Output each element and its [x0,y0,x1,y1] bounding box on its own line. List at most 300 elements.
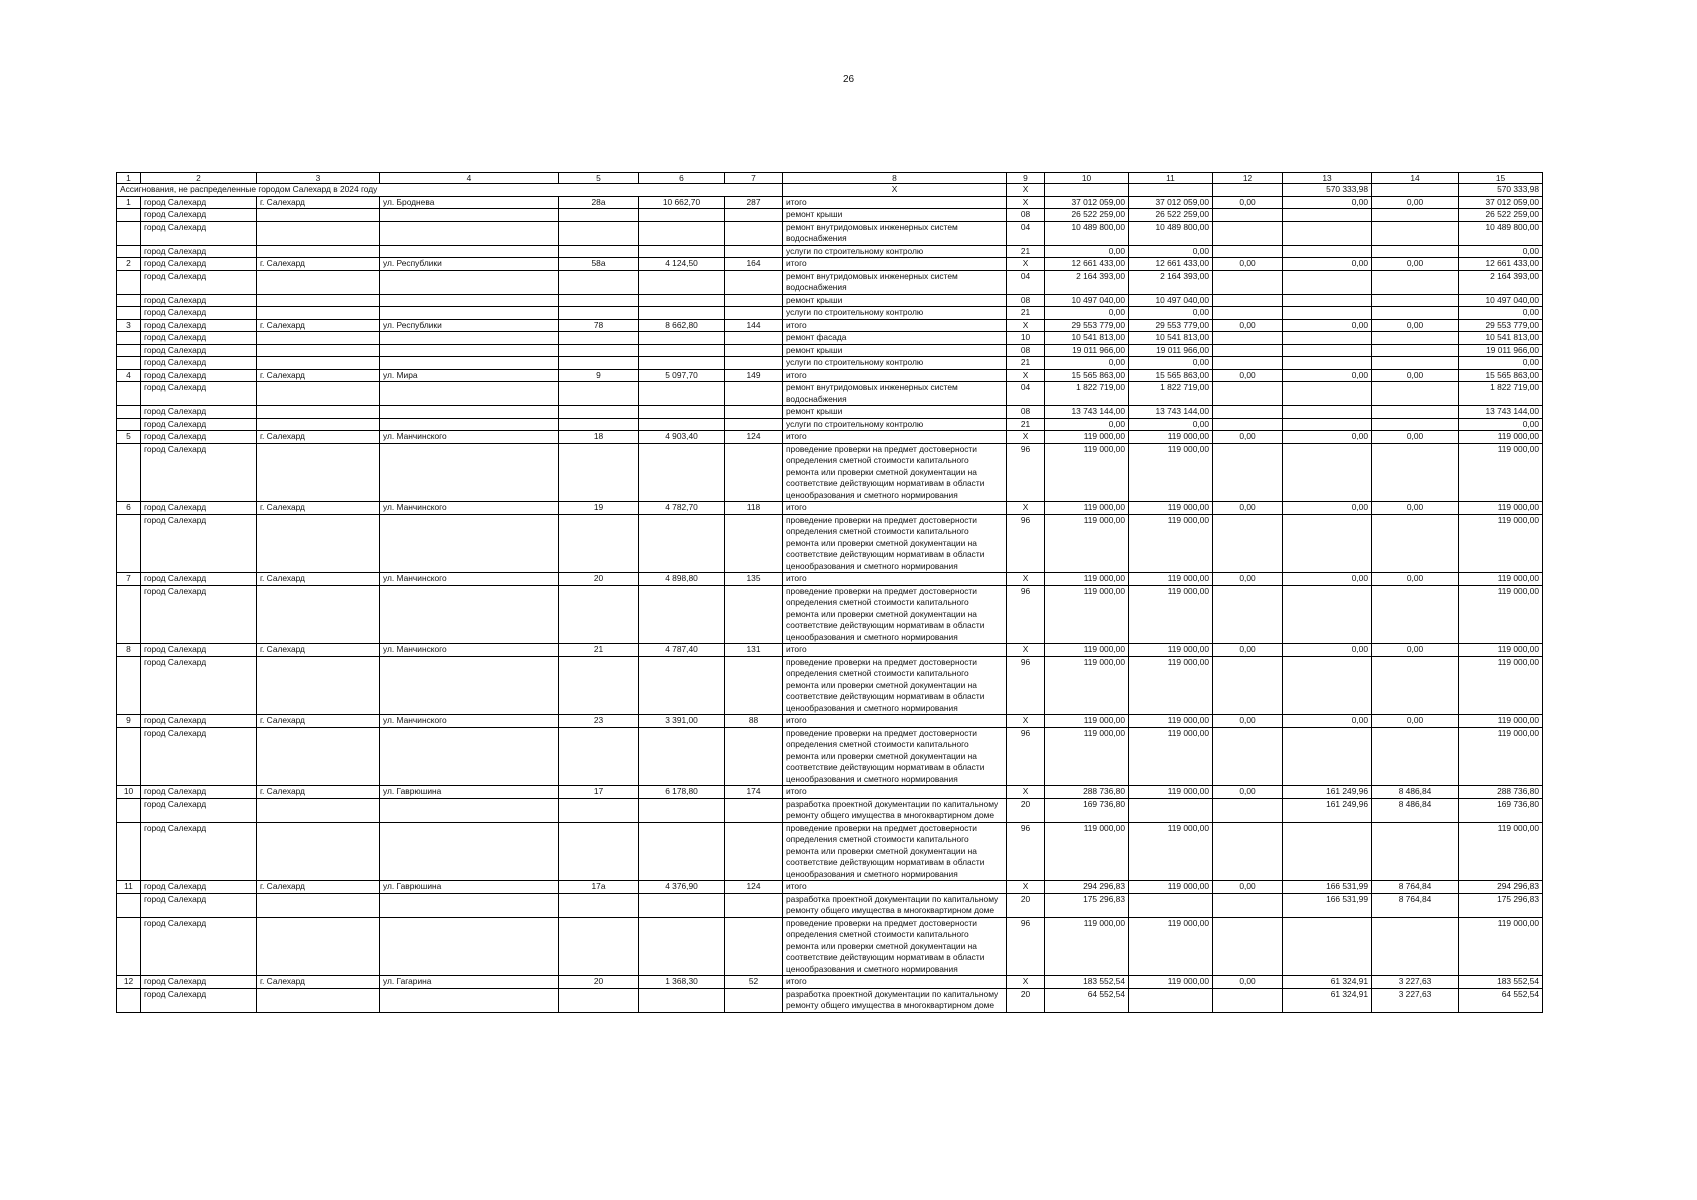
other-funds-cell [1372,406,1459,419]
street-cell: ул. Броднева [380,196,559,209]
grand-total-cell: 119 000,00 [1459,514,1543,573]
table-row [117,976,1543,989]
table-row [117,786,1543,799]
work-type-cell: итого [783,786,1007,799]
area-cell [639,270,725,294]
row-index-cell [117,514,141,573]
work-code-cell: 96 [1007,514,1045,573]
work-type-cell: проведение проверки на предмет достоверности определения сметной стоимости капитального ремонта или проверки сметной документации на соответствие действующим нормативам в области ценообразования и сметного нормирования [783,822,1007,881]
other-funds-cell: 0,00 [1372,369,1459,382]
table-row [117,431,1543,444]
area-cell: 10 662,70 [639,196,725,209]
column-number: 5 [559,173,639,184]
residents-cell [725,443,783,502]
area-cell [639,917,725,976]
owner-funds-cell [1283,585,1372,644]
work-type-cell: услуги по строительному контролю [783,418,1007,431]
owner-funds-cell: 0,00 [1283,573,1372,586]
owner-funds-cell [1283,357,1372,370]
row-index-cell [117,294,141,307]
owner-funds-cell [1283,382,1372,406]
column-number: 6 [639,173,725,184]
other-funds-cell: 0,00 [1372,196,1459,209]
house-number-cell: 21 [559,644,639,657]
grand-total-cell: 64 552,54 [1459,988,1543,1012]
column-number: 4 [380,173,559,184]
municipality-cell: город Салехард [141,917,257,976]
table-row [117,221,1543,245]
residents-cell [725,585,783,644]
grand-total-cell: 10 541 813,00 [1459,332,1543,345]
total-cost-cell: 169 736,80 [1045,798,1129,822]
fund-cost-cell: 0,00 [1129,357,1213,370]
area-cell [639,344,725,357]
work-code-cell: Х [1007,369,1045,382]
row-index-cell [117,988,141,1012]
owner-funds-cell: 0,00 [1283,644,1372,657]
work-type-cell: проведение проверки на предмет достоверности определения сметной стоимости капитального ремонта или проверки сметной документации на соответствие действующим нормативам в области ценообразования и сметного нормирования [783,917,1007,976]
work-code-cell: 08 [1007,209,1045,222]
municipality-cell: город Салехард [141,893,257,917]
residents-cell: 135 [725,573,783,586]
total-cost-cell: 0,00 [1045,245,1129,258]
municipality-cell: город Салехард [141,976,257,989]
area-cell: 6 178,80 [639,786,725,799]
section-col15: 570 333,98 [1459,184,1543,197]
municipality-cell: город Салехард [141,443,257,502]
table-row [117,307,1543,320]
house-number-cell [559,443,639,502]
fund-cost-cell [1129,988,1213,1012]
owner-funds-cell: 0,00 [1283,431,1372,444]
area-cell [639,245,725,258]
area-cell: 8 662,80 [639,319,725,332]
street-cell [380,822,559,881]
work-type-cell: ремонт внутридомовых инженерных систем водоснабжения [783,221,1007,245]
owner-funds-cell: 0,00 [1283,319,1372,332]
page-number: 26 [842,74,855,85]
total-cost-cell: 294 296,83 [1045,881,1129,894]
street-cell: ул. Мира [380,369,559,382]
settlement-cell [257,822,380,881]
column-number: 11 [1129,173,1213,184]
fund-cost-cell: 1 822 719,00 [1129,382,1213,406]
fund-cost-cell: 119 000,00 [1129,715,1213,728]
fund-cost-cell: 119 000,00 [1129,727,1213,786]
area-cell: 4 787,40 [639,644,725,657]
other-funds-cell: 0,00 [1372,502,1459,515]
table-row [117,196,1543,209]
budget-cost-cell: 0,00 [1213,431,1283,444]
column-number: 14 [1372,173,1459,184]
house-number-cell: 20 [559,976,639,989]
residents-cell [725,221,783,245]
work-type-cell: проведение проверки на предмет достоверности определения сметной стоимости капитального ремонта или проверки сметной документации на соответствие действующим нормативам в области ценообразования и сметного нормирования [783,443,1007,502]
fund-cost-cell: 119 000,00 [1129,514,1213,573]
fund-cost-cell: 119 000,00 [1129,976,1213,989]
fund-cost-cell: 119 000,00 [1129,443,1213,502]
other-funds-cell [1372,822,1459,881]
table-row [117,822,1543,881]
street-cell: ул. Манчинского [380,573,559,586]
budget-cost-cell [1213,893,1283,917]
residents-cell [725,514,783,573]
house-number-cell: 9 [559,369,639,382]
street-cell [380,418,559,431]
fund-cost-cell: 119 000,00 [1129,656,1213,715]
other-funds-cell: 0,00 [1372,715,1459,728]
street-cell [380,443,559,502]
total-cost-cell: 119 000,00 [1045,727,1129,786]
area-cell [639,418,725,431]
work-type-cell: разработка проектной документации по капитальному ремонту общего имущества в многоквартирном доме [783,798,1007,822]
municipality-cell: город Салехард [141,644,257,657]
table-row [117,988,1543,1012]
table-row [117,715,1543,728]
area-cell: 1 368,30 [639,976,725,989]
area-cell [639,357,725,370]
owner-funds-cell: 61 324,91 [1283,976,1372,989]
other-funds-cell: 0,00 [1372,258,1459,271]
budget-cost-cell [1213,307,1283,320]
work-code-cell: Х [1007,573,1045,586]
work-code-cell: Х [1007,715,1045,728]
settlement-cell: г. Салехард [257,502,380,515]
residents-cell [725,270,783,294]
table-row [117,357,1543,370]
other-funds-cell: 8 764,84 [1372,893,1459,917]
budget-cost-cell [1213,917,1283,976]
table-row [117,258,1543,271]
street-cell [380,245,559,258]
column-number: 1 [117,173,141,184]
work-type-cell: итого [783,976,1007,989]
municipality-cell: город Салехард [141,715,257,728]
grand-total-cell: 119 000,00 [1459,431,1543,444]
settlement-cell: г. Салехард [257,644,380,657]
budget-cost-cell: 0,00 [1213,369,1283,382]
area-cell: 4 782,70 [639,502,725,515]
row-index-cell [117,332,141,345]
municipality-cell: город Салехард [141,656,257,715]
other-funds-cell [1372,307,1459,320]
row-index-cell: 5 [117,431,141,444]
fund-cost-cell: 119 000,00 [1129,502,1213,515]
other-funds-cell: 3 227,63 [1372,976,1459,989]
row-index-cell: 6 [117,502,141,515]
total-cost-cell: 13 743 144,00 [1045,406,1129,419]
work-type-cell: разработка проектной документации по капитальному ремонту общего имущества в многоквартирном доме [783,988,1007,1012]
owner-funds-cell: 161 249,96 [1283,798,1372,822]
budget-cost-cell [1213,357,1283,370]
fund-cost-cell: 0,00 [1129,307,1213,320]
settlement-cell [257,307,380,320]
owner-funds-cell [1283,344,1372,357]
work-type-cell: итого [783,881,1007,894]
total-cost-cell: 19 011 966,00 [1045,344,1129,357]
row-index-cell: 12 [117,976,141,989]
street-cell: ул. Гаврюшина [380,881,559,894]
other-funds-cell [1372,209,1459,222]
work-type-cell: ремонт фасада [783,332,1007,345]
total-cost-cell: 0,00 [1045,357,1129,370]
fund-cost-cell: 119 000,00 [1129,431,1213,444]
grand-total-cell: 183 552,54 [1459,976,1543,989]
fund-cost-cell: 0,00 [1129,418,1213,431]
column-number: 13 [1283,173,1372,184]
budget-cost-cell [1213,514,1283,573]
total-cost-cell: 10 541 813,00 [1045,332,1129,345]
total-cost-cell: 183 552,54 [1045,976,1129,989]
area-cell [639,443,725,502]
settlement-cell: г. Салехард [257,258,380,271]
total-cost-cell: 64 552,54 [1045,988,1129,1012]
residents-cell [725,917,783,976]
work-code-cell: 96 [1007,822,1045,881]
fund-cost-cell [1129,798,1213,822]
fund-cost-cell: 119 000,00 [1129,644,1213,657]
table-row [117,514,1543,573]
row-index-cell [117,344,141,357]
work-type-cell: проведение проверки на предмет достоверности определения сметной стоимости капитального ремонта или проверки сметной документации на соответствие действующим нормативам в области ценообразования и сметного нормирования [783,727,1007,786]
owner-funds-cell: 0,00 [1283,196,1372,209]
fund-cost-cell: 29 553 779,00 [1129,319,1213,332]
section-row [117,184,1543,197]
grand-total-cell: 2 164 393,00 [1459,270,1543,294]
work-code-cell: 04 [1007,270,1045,294]
house-number-cell [559,988,639,1012]
municipality-cell: город Салехард [141,294,257,307]
municipality-cell: город Салехард [141,319,257,332]
budget-cost-cell [1213,822,1283,881]
street-cell: ул. Манчинского [380,431,559,444]
residents-cell [725,822,783,881]
residents-cell [725,656,783,715]
house-number-cell [559,585,639,644]
owner-funds-cell: 161 249,96 [1283,786,1372,799]
total-cost-cell: 10 489 800,00 [1045,221,1129,245]
residents-cell [725,344,783,357]
residents-cell [725,332,783,345]
area-cell [639,294,725,307]
grand-total-cell: 0,00 [1459,418,1543,431]
settlement-cell [257,585,380,644]
section-col13: 570 333,98 [1283,184,1372,197]
house-number-cell: 17 [559,786,639,799]
column-number: 9 [1007,173,1045,184]
municipality-cell: город Салехард [141,382,257,406]
area-cell [639,514,725,573]
street-cell [380,656,559,715]
grand-total-cell: 29 553 779,00 [1459,319,1543,332]
row-index-cell: 11 [117,881,141,894]
grand-total-cell: 119 000,00 [1459,727,1543,786]
settlement-cell [257,245,380,258]
budget-table [116,172,1543,1013]
table-row [117,382,1543,406]
work-type-cell: разработка проектной документации по капитальному ремонту общего имущества в многоквартирном доме [783,893,1007,917]
municipality-cell: город Салехард [141,344,257,357]
settlement-cell [257,443,380,502]
table-row [117,418,1543,431]
municipality-cell: город Салехард [141,418,257,431]
fund-cost-cell: 10 489 800,00 [1129,221,1213,245]
house-number-cell: 20 [559,573,639,586]
total-cost-cell: 29 553 779,00 [1045,319,1129,332]
row-index-cell [117,418,141,431]
owner-funds-cell: 61 324,91 [1283,988,1372,1012]
work-type-cell: итого [783,431,1007,444]
street-cell [380,406,559,419]
budget-cost-cell [1213,988,1283,1012]
owner-funds-cell: 166 531,99 [1283,893,1372,917]
budget-cost-cell: 0,00 [1213,976,1283,989]
settlement-cell [257,209,380,222]
work-type-cell: проведение проверки на предмет достоверности определения сметной стоимости капитального ремонта или проверки сметной документации на соответствие действующим нормативам в области ценообразования и сметного нормирования [783,514,1007,573]
house-number-cell: 58а [559,258,639,271]
house-number-cell [559,270,639,294]
grand-total-cell: 119 000,00 [1459,585,1543,644]
street-cell [380,332,559,345]
work-code-cell: 21 [1007,307,1045,320]
house-number-cell [559,357,639,370]
area-cell: 3 391,00 [639,715,725,728]
municipality-cell: город Салехард [141,357,257,370]
municipality-cell: город Салехард [141,221,257,245]
row-index-cell [117,585,141,644]
residents-cell: 131 [725,644,783,657]
municipality-cell: город Салехард [141,786,257,799]
residents-cell: 118 [725,502,783,515]
table-row [117,502,1543,515]
area-cell [639,988,725,1012]
row-index-cell: 1 [117,196,141,209]
owner-funds-cell: 0,00 [1283,502,1372,515]
residents-cell [725,245,783,258]
street-cell [380,917,559,976]
house-number-cell: 28а [559,196,639,209]
table-row [117,294,1543,307]
grand-total-cell: 0,00 [1459,245,1543,258]
house-number-cell [559,245,639,258]
street-cell: ул. Манчинского [380,715,559,728]
total-cost-cell: 119 000,00 [1045,573,1129,586]
area-cell [639,382,725,406]
work-code-cell: 04 [1007,382,1045,406]
owner-funds-cell [1283,727,1372,786]
residents-cell: 124 [725,881,783,894]
table-row [117,798,1543,822]
grand-total-cell: 175 296,83 [1459,893,1543,917]
residents-cell [725,294,783,307]
fund-cost-cell: 19 011 966,00 [1129,344,1213,357]
street-cell [380,727,559,786]
work-type-cell: проведение проверки на предмет достоверности определения сметной стоимости капитального ремонта или проверки сметной документации на соответствие действующим нормативам в области ценообразования и сметного нормирования [783,656,1007,715]
work-type-cell: итого [783,258,1007,271]
house-number-cell: 19 [559,502,639,515]
municipality-cell: город Салехард [141,727,257,786]
table-row [117,209,1543,222]
table-row [117,270,1543,294]
other-funds-cell [1372,443,1459,502]
row-index-cell: 9 [117,715,141,728]
work-code-cell: Х [1007,786,1045,799]
row-index-cell: 7 [117,573,141,586]
work-code-cell: 21 [1007,418,1045,431]
other-funds-cell [1372,917,1459,976]
area-cell: 4 898,80 [639,573,725,586]
work-type-cell: итого [783,573,1007,586]
total-cost-cell: 119 000,00 [1045,502,1129,515]
row-index-cell [117,221,141,245]
other-funds-cell [1372,357,1459,370]
owner-funds-cell: 0,00 [1283,715,1372,728]
total-cost-cell: 10 497 040,00 [1045,294,1129,307]
residents-cell: 174 [725,786,783,799]
municipality-cell: город Салехард [141,245,257,258]
municipality-cell: город Салехард [141,431,257,444]
settlement-cell [257,332,380,345]
grand-total-cell: 119 000,00 [1459,644,1543,657]
street-cell: ул. Манчинского [380,644,559,657]
total-cost-cell: 119 000,00 [1045,822,1129,881]
residents-cell: 164 [725,258,783,271]
area-cell [639,893,725,917]
total-cost-cell: 26 522 259,00 [1045,209,1129,222]
work-code-cell: 20 [1007,893,1045,917]
area-cell [639,822,725,881]
owner-funds-cell: 0,00 [1283,258,1372,271]
owner-funds-cell: 0,00 [1283,369,1372,382]
street-cell [380,307,559,320]
municipality-cell: город Салехард [141,502,257,515]
budget-cost-cell: 0,00 [1213,644,1283,657]
work-type-cell: проведение проверки на предмет достоверности определения сметной стоимости капитального ремонта или проверки сметной документации на соответствие действующим нормативам в области ценообразования и сметного нормирования [783,585,1007,644]
municipality-cell: город Салехард [141,988,257,1012]
other-funds-cell [1372,514,1459,573]
table-row [117,893,1543,917]
residents-cell [725,209,783,222]
owner-funds-cell [1283,332,1372,345]
work-type-cell: итого [783,644,1007,657]
work-code-cell: 08 [1007,344,1045,357]
work-type-cell: услуги по строительному контролю [783,245,1007,258]
work-code-cell: Х [1007,881,1045,894]
fund-cost-cell: 13 743 144,00 [1129,406,1213,419]
street-cell [380,514,559,573]
other-funds-cell [1372,221,1459,245]
grand-total-cell: 15 565 863,00 [1459,369,1543,382]
grand-total-cell: 10 497 040,00 [1459,294,1543,307]
row-index-cell [117,917,141,976]
other-funds-cell [1372,382,1459,406]
residents-cell [725,357,783,370]
column-number: 3 [257,173,380,184]
work-code-cell: 20 [1007,988,1045,1012]
street-cell: ул. Манчинского [380,502,559,515]
work-type-cell: услуги по строительному контролю [783,357,1007,370]
residents-cell: 287 [725,196,783,209]
house-number-cell [559,406,639,419]
residents-cell [725,727,783,786]
settlement-cell [257,798,380,822]
municipality-cell: город Салехард [141,270,257,294]
residents-cell [725,382,783,406]
street-cell [380,893,559,917]
column-number: 7 [725,173,783,184]
row-index-cell [117,798,141,822]
column-number: 12 [1213,173,1283,184]
